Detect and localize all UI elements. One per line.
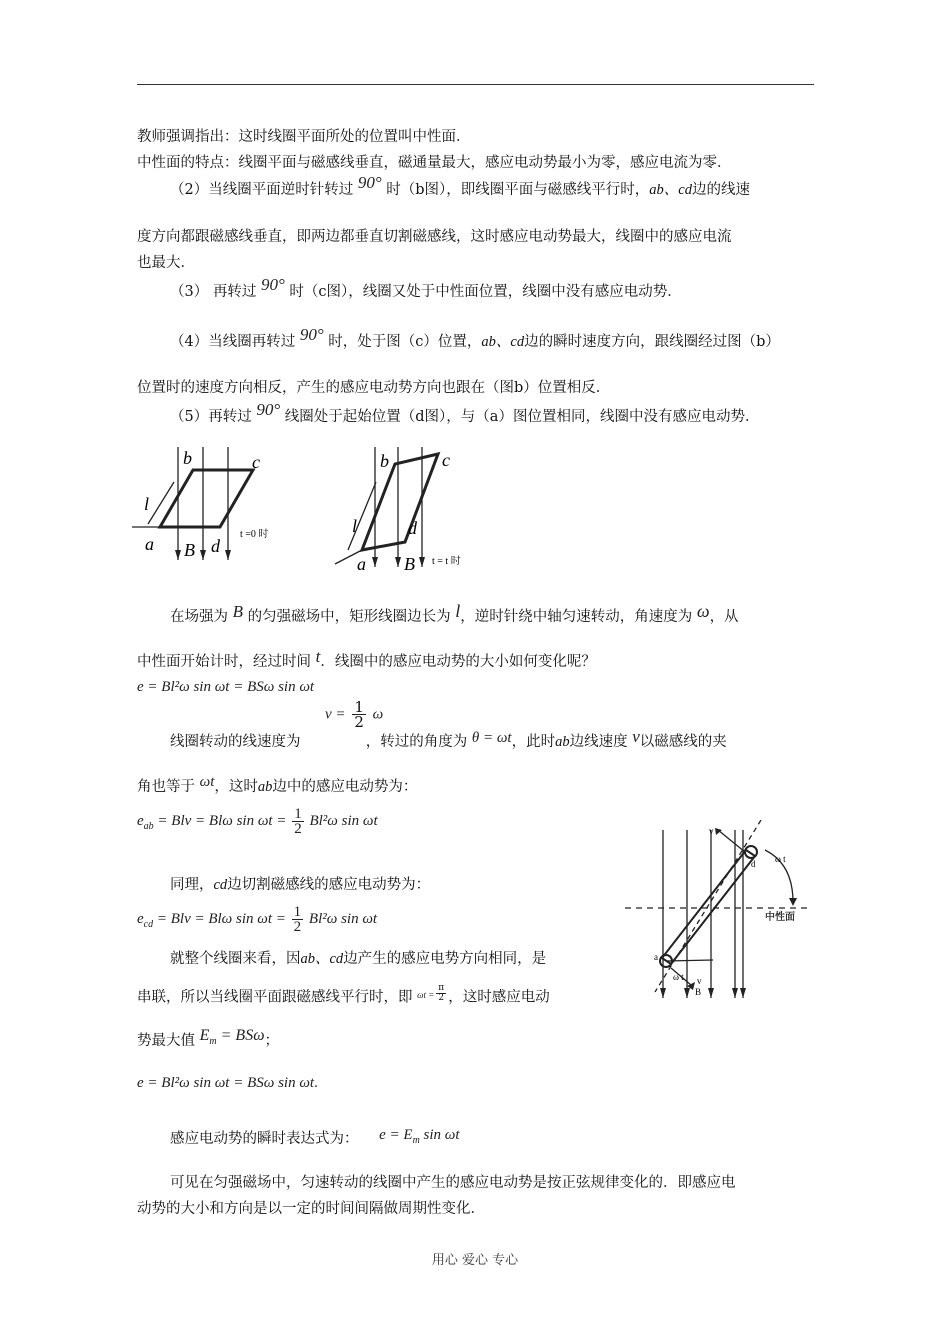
math-wt: ωt = <box>417 989 435 1000</box>
text-seg: ，这时感应电动 <box>448 989 550 1006</box>
text-seg: 感应电动势的瞬时表达式为： <box>170 1131 359 1147</box>
math-omega-t: ωt <box>199 774 215 790</box>
math-omega: ω <box>372 706 384 723</box>
text-seg: 在场强为 <box>170 609 228 625</box>
math-inst-right: sin ωt <box>423 1127 460 1143</box>
text-seg: 串联，所以当线圈平面跟磁感线平行时，即 <box>137 989 413 1006</box>
math-ab: ab <box>555 734 570 750</box>
math-sub-ab: ab <box>143 821 154 832</box>
frac-den: 2 <box>354 713 364 731</box>
text-seg: ，从 <box>709 609 739 625</box>
label-l: l <box>352 516 358 536</box>
frac-num: 1 <box>294 806 302 823</box>
text-line-2: 中性面的特点：线圈平面与磁感线垂直，磁通量最大，感应电动势最小为零，感应电流为零． <box>137 155 732 171</box>
math-B: B <box>232 602 243 621</box>
math-sub-m: m <box>209 1036 217 1048</box>
frac-num: π <box>438 983 445 993</box>
math-right: Bl²ω sin ωt <box>308 911 378 927</box>
math-semicolon: ； <box>264 1033 279 1049</box>
text-seg: （5）再转过 <box>170 409 252 425</box>
figure-coil-t <box>330 442 490 577</box>
text-line-18 <box>170 1127 460 1154</box>
text-line-7 <box>170 325 780 351</box>
label-a: a <box>654 952 658 962</box>
equation-1: e = Bl²ω sin ωt = BSω sin ωt <box>137 679 315 695</box>
math-v-eq: v = <box>325 706 346 723</box>
label-d: d <box>751 859 756 869</box>
text-line-15 <box>170 950 546 968</box>
text-seg: （3） 再转过 <box>170 284 257 300</box>
math-ab-cd: ab、cd <box>300 951 344 967</box>
fraction-pi-2 <box>436 984 446 1003</box>
figure-coil-t0 <box>128 442 308 567</box>
text-seg: 势最大值 <box>137 1033 195 1049</box>
equation-final <box>137 1074 318 1092</box>
math-90deg: 90° <box>357 173 382 192</box>
text-line-4: 度方向都跟磁感线垂直，即两边都垂直切割磁感线，这时感应电动势最大，线圈中的感应电流 <box>137 229 732 245</box>
math-theta: θ = ωt <box>471 730 512 746</box>
fraction-half <box>352 700 366 729</box>
label-B: B <box>184 540 195 560</box>
math-t: t <box>315 647 321 666</box>
text-seg: （4）当线圈再转过 <box>170 334 296 350</box>
label-a: a <box>145 534 154 554</box>
label-a: a <box>357 554 366 574</box>
page-footer: 用心 爱心 专心 <box>431 1253 519 1268</box>
text-seg: 时（b图），即线圈平面与磁感线平行时， <box>386 182 650 198</box>
text-line-13 <box>137 774 418 796</box>
label-B: B <box>404 554 415 574</box>
label-B: B <box>695 987 702 997</box>
text-seg: 边切割磁感线的感应电动势为： <box>227 877 431 893</box>
fraction-half <box>292 905 304 934</box>
math-l: l <box>455 601 461 621</box>
frac-den: 2 <box>438 993 445 1003</box>
math-Em <box>199 1027 265 1048</box>
math-inst <box>379 1127 460 1146</box>
text-line-1: 教师强调指出：这时线圈平面所处的位置叫中性面． <box>137 129 471 145</box>
text-line-17 <box>137 1027 279 1056</box>
text-seg: 线圈处于起始位置（d图），与（a）图位置相同，线圈中没有感应电动势． <box>284 409 760 425</box>
math-omega: ω <box>696 601 710 621</box>
math-eq-final: e = Bl²ω sin ωt = BSω sin ωt <box>137 1075 315 1091</box>
text-seg: ．线圈中的感应电动势的大小如何变化呢？ <box>320 654 596 670</box>
text-line-8: 位置时的速度方向相反，产生的感应电动势方向也跟在（图b）位置相反． <box>137 380 611 396</box>
text-seg: 边中的感应电动势为： <box>272 779 418 795</box>
text-seg: 以磁感线的夹 <box>639 734 727 750</box>
frac-den: 2 <box>294 821 302 838</box>
label-c: c <box>442 450 450 470</box>
math-cd: cd <box>213 877 228 893</box>
text-line-6 <box>170 275 682 301</box>
math-ab-cd: ab、cd <box>481 334 525 350</box>
math-sub-cd: cd <box>143 919 154 930</box>
text-seg: 时，处于图（c）位置， <box>328 334 482 350</box>
text-seg: ，转过的角度为 <box>365 734 468 750</box>
equation-v <box>325 700 383 729</box>
text-seg: 就整个线圈来看，因 <box>170 951 301 967</box>
label-v2: v <box>697 976 702 986</box>
text-seg: 中性面开始计时，经过时间 <box>137 654 311 670</box>
frac-num: 1 <box>293 904 302 921</box>
text-line-10 <box>170 601 739 626</box>
label-v1: v <box>709 826 714 836</box>
text-seg: 边线速度 <box>569 734 628 750</box>
text-line-5: 也最大． <box>137 255 195 271</box>
text-seg: ，此时 <box>511 734 556 750</box>
label-c: c <box>252 452 260 472</box>
math-E: E <box>199 1027 210 1044</box>
text-seg: 边的线速 <box>691 182 750 198</box>
text-line-16 <box>137 983 550 1008</box>
math-e: e <box>137 911 144 927</box>
math-mid: = Blv = Blω sin ωt = <box>157 813 287 829</box>
text-seg: 线圈转动的线速度为 <box>170 734 301 750</box>
math-mid: = Blv = Blω sin ωt = <box>156 911 286 927</box>
frac-den: 2 <box>293 919 302 936</box>
text-seg: （2）当线圈平面逆时针转过 <box>170 182 354 198</box>
math-ab-cd: ab、cd <box>649 182 692 198</box>
label-time: t =0 时 <box>240 529 269 540</box>
equation-eab <box>137 806 378 842</box>
text-seg: 边产生的感应电势方向相同，是 <box>343 951 547 967</box>
math-right: Bl²ω sin ωt <box>309 813 378 829</box>
text-seg: 时（c图），线圈又处于中性面位置，线圈中没有感应电动势． <box>289 284 682 300</box>
text-seg: 同理， <box>170 877 214 893</box>
label-time: t = t 时 <box>432 556 461 567</box>
text-seg: ，这时 <box>214 779 258 795</box>
label-d: d <box>408 518 417 538</box>
label-b: b <box>183 448 192 468</box>
fraction-half <box>292 807 304 836</box>
text-line-3 <box>170 173 750 199</box>
header-rule <box>137 84 814 85</box>
text-seg: 的匀强磁场中，矩形线圈边长为 <box>247 609 451 625</box>
text-line-12 <box>170 727 727 751</box>
math-dot: . <box>314 1075 318 1091</box>
text-seg: 边的瞬时速度方向，跟线圈经过图（b） <box>524 334 780 350</box>
text-seg: ，逆时针绕中轴匀速转动，角速度为 <box>460 609 693 625</box>
text-seg: 角也等于 <box>137 779 195 795</box>
math-e: e <box>137 813 144 829</box>
math-ab: ab <box>257 779 273 795</box>
math-90deg: 90° <box>256 400 281 419</box>
text-line-19: 可见在匀强磁场中，匀速转动的线圈中产生的感应电动势是按正弦规律变化的．即感应电 <box>170 1175 736 1191</box>
math-90deg: 90° <box>299 325 324 344</box>
text-line-11 <box>137 647 596 671</box>
figure-rotating-coil <box>625 820 815 1035</box>
text-line-9 <box>170 400 760 426</box>
label-d: d <box>211 536 220 556</box>
label-neutral-plane: 中性面 <box>765 912 795 923</box>
frac-num: 1 <box>354 698 364 716</box>
math-bsw: = BSω <box>220 1027 265 1044</box>
text-line-14 <box>170 876 430 894</box>
label-wt1: ω t <box>775 854 786 864</box>
math-v: v <box>632 727 640 746</box>
math-sub-m: m <box>412 1135 420 1146</box>
math-inst-left: e = E <box>379 1127 413 1143</box>
text-line-20: 动势的大小和方向是以一定的时间间隔做周期性变化． <box>137 1201 485 1217</box>
math-90deg: 90° <box>260 275 285 294</box>
equation-ecd <box>137 904 377 940</box>
label-wt2: ω t <box>673 972 684 982</box>
label-b: b <box>380 451 389 471</box>
label-l: l <box>144 494 150 514</box>
